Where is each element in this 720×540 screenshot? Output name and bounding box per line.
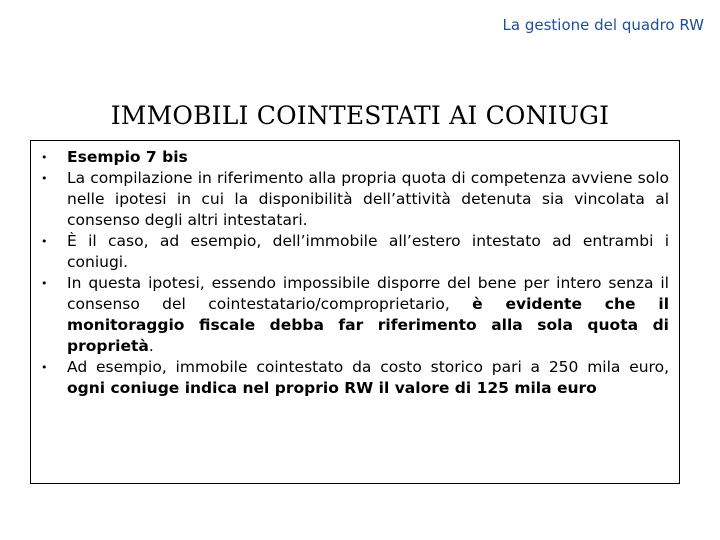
bullet-text-bold: è evidente che il monitoraggio fiscale debba far riferimento alla sola quota di proprietà [67, 295, 670, 355]
bullet-text: Esempio 7 bis [67, 148, 188, 166]
header-title: La gestione del quadro RW [502, 16, 704, 34]
bullet-text-bold: ogni coniuge indica nel proprio RW il valore di 125 mila euro [67, 379, 597, 397]
content-box [30, 140, 680, 484]
bullet-dot-icon: • [41, 151, 48, 164]
bullet-item [39, 168, 669, 231]
bullet-text: . [148, 337, 154, 355]
bullet-text: È il caso, ad esempio, dell’immobile all’estero intestato ad entrambi i coniugi. [67, 232, 669, 271]
bullet-dot-icon: • [41, 361, 48, 374]
bullet-list [31, 141, 679, 399]
bullet-dot-icon: • [41, 172, 48, 185]
slide-title: IMMOBILI COINTESTATI AI CONIUGI [110, 100, 610, 130]
bullet-item [39, 231, 669, 273]
bullet-item [39, 357, 669, 399]
bullet-dot-icon: • [41, 277, 48, 290]
bullet-item [39, 273, 669, 357]
bullet-text: La compilazione in riferimento alla propria quota di competenza avviene solo nelle ipotesi in cui la disponibilità dell’attività detenuta sia vincolata al consenso degli altri intestatari. [67, 169, 669, 229]
bullet-item [39, 147, 669, 168]
bullet-dot-icon: • [41, 235, 48, 248]
bullet-text: In questa ipotesi, essendo impossibile disporre del bene per intero senza il consenso del cointestatario/comproprietario, [67, 274, 669, 313]
bullet-text: Ad esempio, immobile cointestato da costo storico pari a 250 mila euro, [67, 358, 669, 376]
